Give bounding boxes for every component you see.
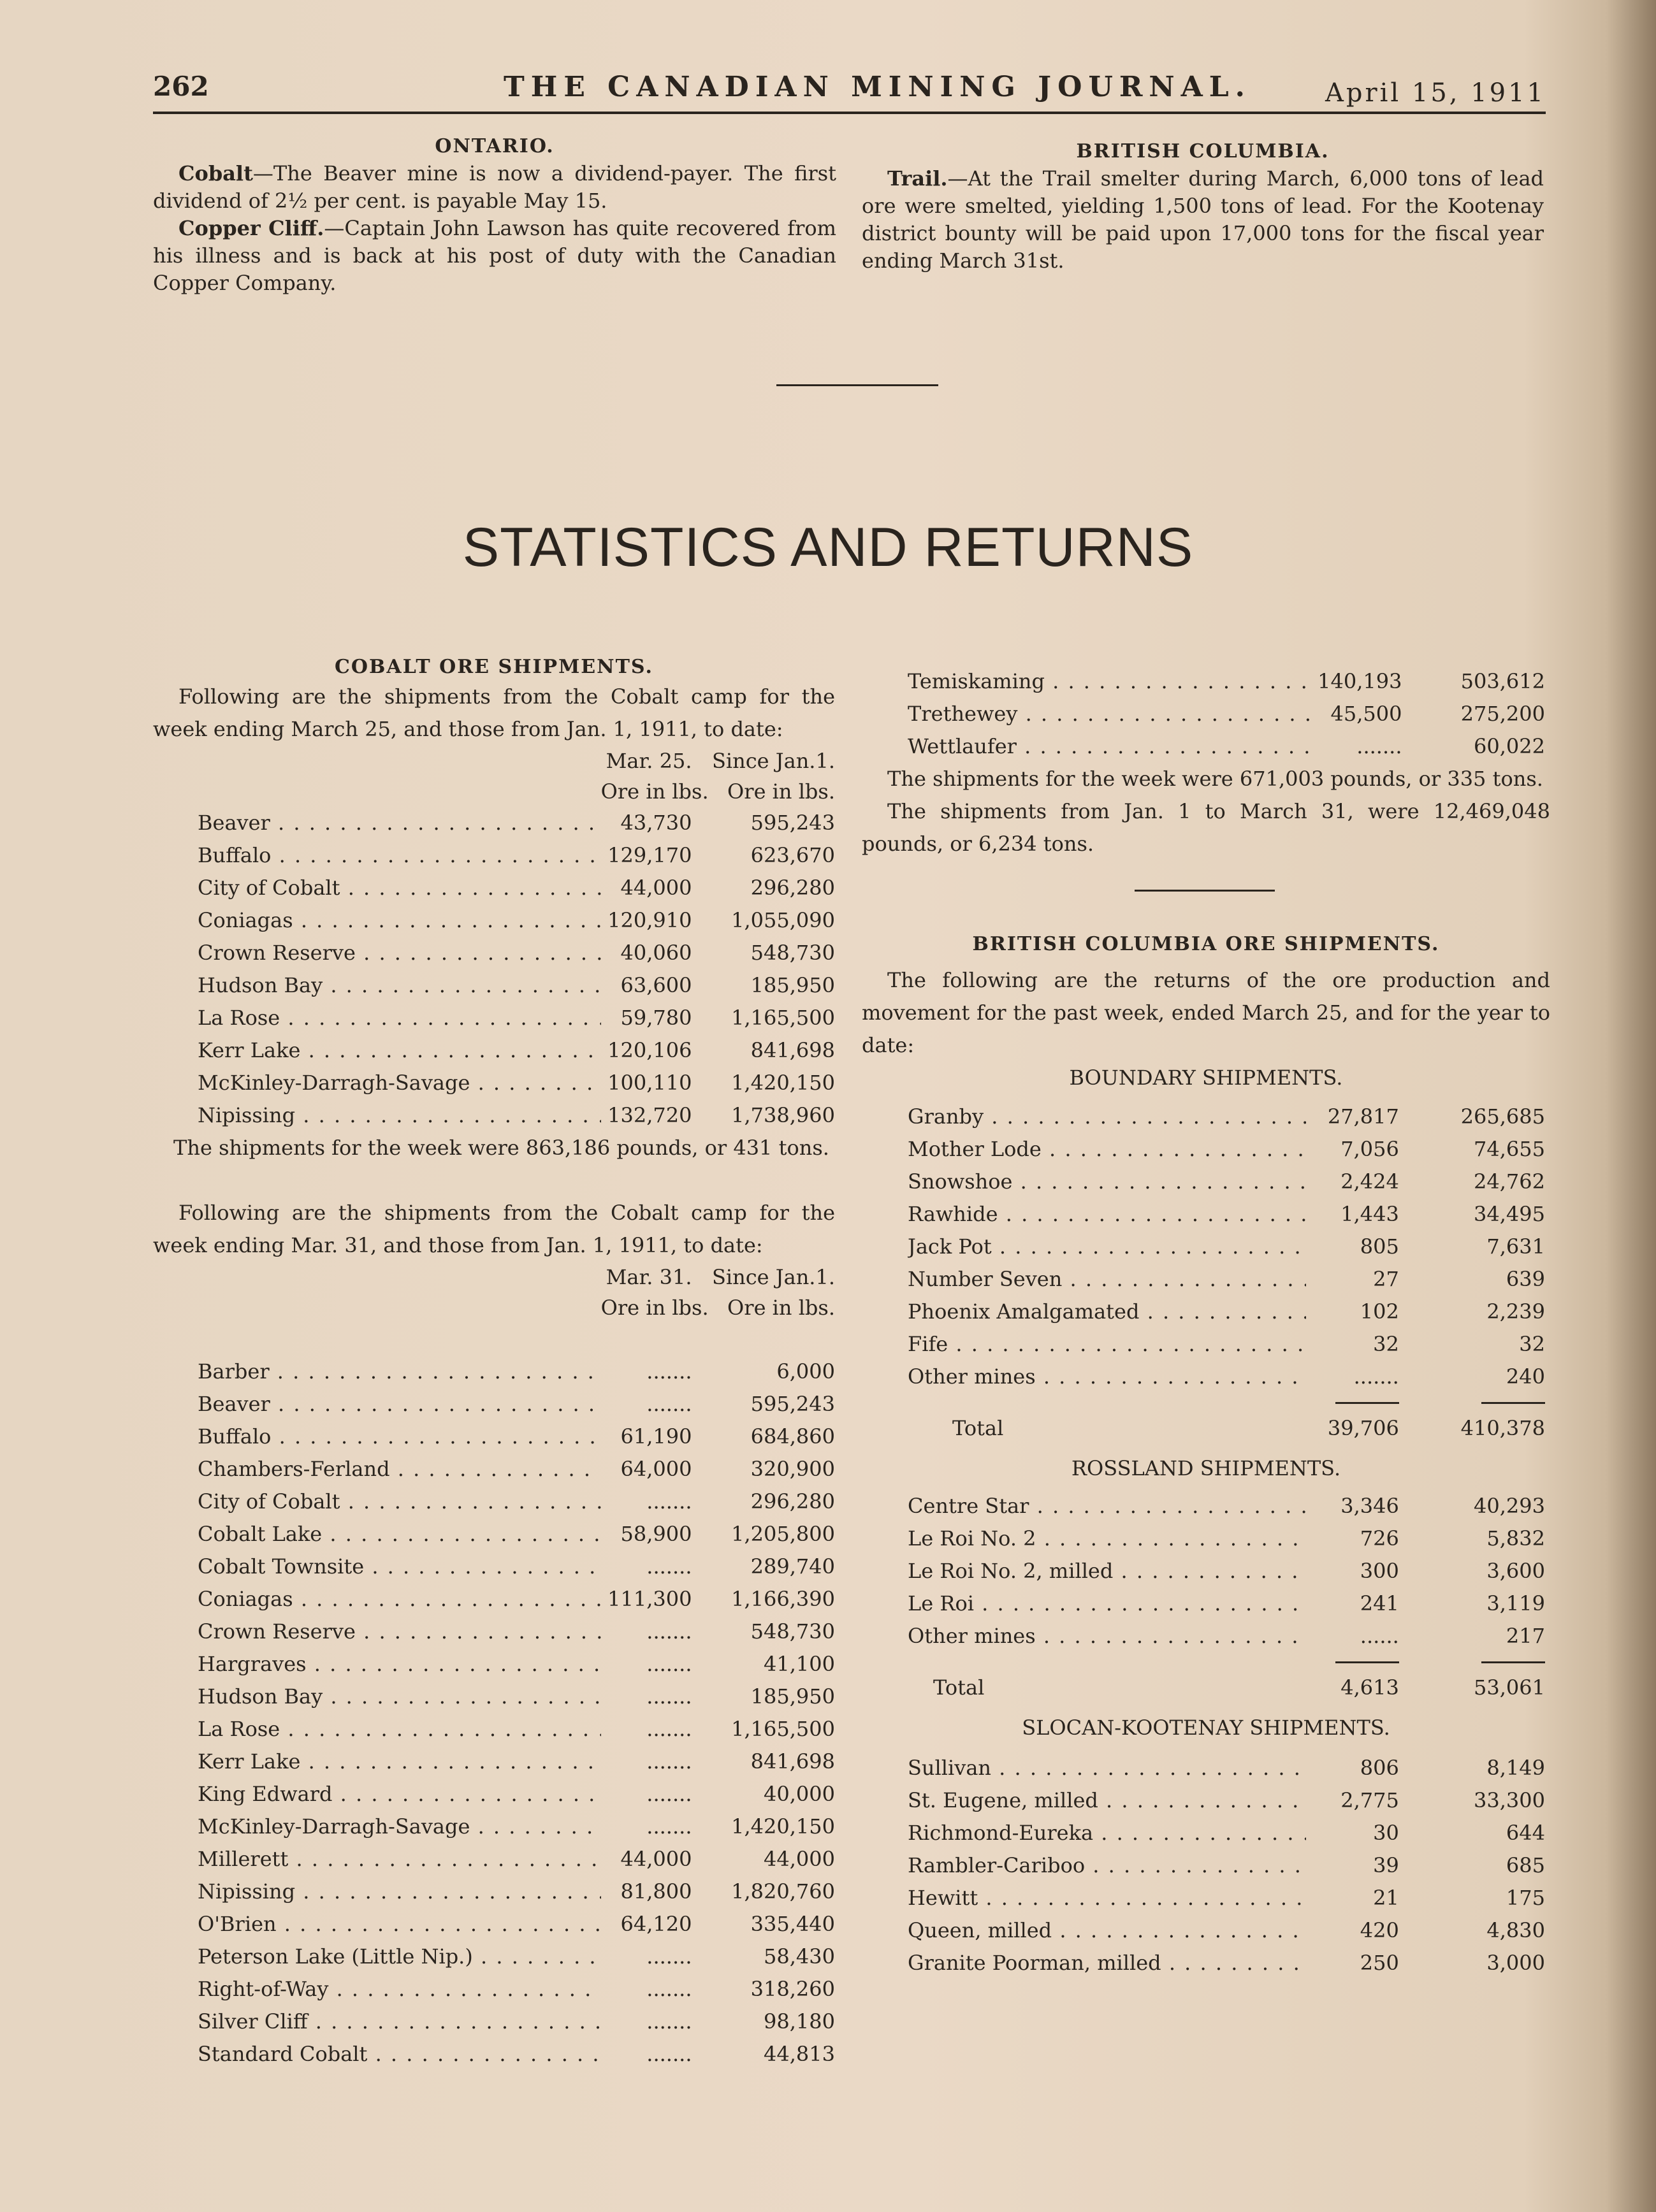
row-week-value: ....... (1353, 1364, 1399, 1389)
copper-cliff-text: —Captain John Lawson has quite recovered from his illness and is back at his post of duty with the Canadian Copper Company. (153, 216, 837, 295)
row-year-value: 265,685 (1460, 1104, 1545, 1129)
table-row (908, 698, 1545, 730)
table-row (198, 1002, 835, 1034)
row-year-value: 289,740 (750, 1554, 835, 1579)
row-name: City of Cobalt . . . (198, 1486, 601, 1518)
table-row (908, 1166, 1545, 1198)
table-row (908, 1522, 1545, 1555)
row-week-value: 726 (1360, 1526, 1399, 1551)
row-year-value: 1,420,150 (731, 1814, 835, 1839)
table-row (198, 937, 835, 969)
row-year-value: 320,900 (750, 1457, 835, 1481)
row-name: Temiskaming . . . (908, 665, 1311, 698)
table-row (198, 1583, 835, 1616)
divider-rule (776, 384, 938, 386)
table-row (198, 872, 835, 904)
row-week-value: ....... (1356, 734, 1402, 758)
row-name: Hargraves . . . (198, 1648, 601, 1681)
col-head: Ore in lbs. (727, 1295, 835, 1320)
table-row (198, 2038, 835, 2071)
row-name: McKinley-Darragh-Savage . . . (198, 1811, 601, 1843)
copper-cliff-lead: Copper Cliff. (178, 216, 324, 240)
row-name: La Rose . . . (198, 1002, 601, 1034)
col-head: Mar. 25. (606, 748, 692, 773)
row-year-value: 6,000 (776, 1359, 835, 1384)
row-name: Le Roi No. 2, milled . . . (908, 1555, 1306, 1587)
table-row (198, 839, 835, 872)
table-row (198, 1388, 835, 1420)
trail-text: —At the Trail smelter during March, 6,000 tons of lead ore were smelted, yielding 1,500 tons of lead. For the Kootenay district bounty will be paid upon 17,000 tons for the fiscal year ending March 31st. (862, 166, 1544, 273)
row-name: Other mines . . . (908, 1361, 1306, 1393)
ontario-news (153, 133, 836, 297)
row-name: McKinley-Darragh-Savage . . . (198, 1067, 601, 1099)
row-year-value: 3,000 (1486, 1951, 1545, 1975)
row-week-value: 30 (1373, 1821, 1399, 1845)
row-week-value: 44,000 (620, 1847, 692, 1871)
row-year-value: 58,430 (764, 1944, 835, 1969)
cobalt-shipments-1 (153, 653, 835, 1164)
row-week-value: ....... (646, 1489, 692, 1514)
row-name: King Edward . . . (198, 1778, 601, 1811)
row-year-value: 296,280 (750, 1489, 835, 1514)
table-row (908, 1198, 1545, 1231)
table-row (198, 2006, 835, 2038)
row-year-value: 32 (1519, 1332, 1545, 1356)
total-year: 410,378 (1460, 1416, 1545, 1440)
row-year-value: 3,119 (1486, 1591, 1545, 1616)
row-name: Wettlaufer . . . (908, 730, 1311, 763)
row-name: Hudson Bay . . . (198, 1681, 601, 1713)
row-year-value: 98,180 (764, 2009, 835, 2034)
page-number: 262 (153, 71, 209, 102)
row-year-value: 318,260 (750, 1977, 835, 2001)
table-row (198, 1067, 835, 1099)
row-year-value: 1,166,390 (731, 1587, 835, 1611)
row-week-value: 64,120 (620, 1912, 692, 1936)
row-name: Hudson Bay . . . (198, 969, 601, 1002)
row-year-value: 74,655 (1474, 1137, 1545, 1161)
table-header-row (198, 1262, 835, 1292)
table-row (908, 1784, 1545, 1817)
row-name: Trethewey . . . (908, 698, 1311, 730)
divider-rule (1135, 890, 1275, 892)
row-week-value: 27 (1373, 1267, 1399, 1291)
table-row (908, 1882, 1545, 1914)
row-name: Le Roi No. 2 . . . (908, 1522, 1306, 1555)
row-week-value: 1,443 (1340, 1202, 1399, 1226)
row-week-value: 2,424 (1340, 1169, 1399, 1194)
row-week-value: ....... (646, 1359, 692, 1384)
row-week-value: ....... (646, 1782, 692, 1806)
table-row (198, 1908, 835, 1941)
row-week-value: ....... (646, 1749, 692, 1774)
col-head: Since Jan.1. (711, 1264, 835, 1289)
row-name: Nipissing . . . (198, 1876, 601, 1908)
row-week-value: 132,720 (607, 1103, 692, 1127)
row-name: Standard Cobalt . . . (198, 2038, 601, 2071)
table-row (198, 1486, 835, 1518)
row-name: Snowshoe . . . (908, 1166, 1306, 1198)
row-week-value: 40,060 (620, 941, 692, 965)
row-week-value: 120,910 (607, 908, 692, 932)
table-row (198, 1843, 835, 1876)
table-row (198, 1551, 835, 1583)
ontario-heading: ONTARIO. (435, 135, 555, 157)
row-week-value: ....... (646, 1554, 692, 1579)
table-row (198, 1681, 835, 1713)
row-year-value: 60,022 (1474, 734, 1545, 758)
row-week-value: ....... (646, 1814, 692, 1839)
row-name: Silver Cliff . . . (198, 2006, 601, 2038)
row-week-value: 43,730 (620, 811, 692, 835)
row-name: Peterson Lake (Little Nip.) . . . (198, 1941, 601, 1973)
table-row (908, 1672, 1545, 1704)
row-year-value: 296,280 (750, 876, 835, 900)
table-row (198, 969, 835, 1002)
row-name: La Rose . . . (198, 1713, 601, 1746)
row-year-value: 1,205,800 (731, 1522, 835, 1546)
table-row (908, 1328, 1545, 1361)
row-year-value: 639 (1506, 1267, 1545, 1291)
row-week-value: 300 (1360, 1559, 1399, 1583)
row-week-value: ....... (646, 2009, 692, 2034)
table-row (198, 1616, 835, 1648)
table-row (908, 1849, 1545, 1882)
row-year-value: 2,239 (1486, 1299, 1545, 1324)
row-year-value: 1,420,150 (731, 1071, 835, 1095)
row-name: Barber . . . (198, 1355, 601, 1388)
row-name: Rambler-Cariboo . . . (908, 1849, 1306, 1882)
row-name: Mother Lode . . . (908, 1133, 1306, 1166)
table-row (198, 1713, 835, 1746)
row-year-value: 275,200 (1460, 702, 1545, 726)
table-row (198, 1941, 835, 1973)
row-year-value: 841,698 (750, 1038, 835, 1062)
issue-date: April 15, 1911 (1325, 78, 1546, 108)
trail-lead: Trail. (887, 166, 948, 191)
cobalt-summary-2: The shipments for the week were 671,003 pounds, or 335 tons. (887, 767, 1543, 791)
cobalt-lead: Cobalt (178, 161, 253, 185)
row-week-value: ....... (646, 1684, 692, 1709)
row-week-value: ....... (646, 1619, 692, 1644)
row-name: Chambers-Ferland . . . (198, 1453, 601, 1486)
table-row (908, 1752, 1545, 1784)
row-week-value: 140,193 (1318, 669, 1402, 693)
table-row (908, 1947, 1545, 1979)
row-week-value: ....... (646, 1977, 692, 2001)
row-week-value: ....... (646, 1652, 692, 1676)
rossland-heading: ROSSLAND SHIPMENTS. (1071, 1456, 1341, 1480)
row-name: Beaver . . . (198, 1388, 601, 1420)
table-row (198, 807, 835, 839)
table-row (908, 730, 1545, 763)
col-head: Ore in lbs. (600, 779, 709, 804)
total-week: 39,706 (1327, 1416, 1399, 1440)
row-week-value: 59,780 (620, 1006, 692, 1030)
row-name: Kerr Lake . . . (198, 1746, 601, 1778)
row-year-value: 841,698 (750, 1749, 835, 1774)
cobalt-heading: COBALT ORE SHIPMENTS. (335, 656, 653, 678)
row-name: Cobalt Lake . . . (198, 1518, 601, 1551)
row-year-value: 34,495 (1474, 1202, 1545, 1226)
row-name: Buffalo . . . (198, 1420, 601, 1453)
row-year-value: 8,149 (1486, 1756, 1545, 1780)
table-row (198, 904, 835, 937)
row-year-value: 623,670 (750, 843, 835, 867)
row-week-value: ...... (1360, 1624, 1399, 1648)
slocan-heading: SLOCAN-KOOTENAY SHIPMENTS. (1022, 1716, 1390, 1740)
cobalt-text: —The Beaver mine is now a dividend-payer. The first dividend of 2½ per cent. is payable May 15. (153, 161, 836, 213)
total-year: 53,061 (1474, 1675, 1545, 1700)
bc-news (862, 138, 1544, 275)
row-week-value: 129,170 (607, 843, 692, 867)
row-week-value: 3,346 (1340, 1494, 1399, 1518)
row-name: Kerr Lake . . . (198, 1034, 601, 1067)
row-year-value: 33,300 (1474, 1788, 1545, 1812)
journal-title: THE CANADIAN MINING JOURNAL. (504, 71, 1251, 103)
row-year-value: 185,950 (750, 973, 835, 997)
table-row (908, 1296, 1545, 1328)
bc-heading: BRITISH COLUMBIA. (1076, 140, 1330, 163)
row-week-value: 806 (1360, 1756, 1399, 1780)
table-row (908, 1231, 1545, 1263)
row-year-value: 548,730 (750, 1619, 835, 1644)
row-name: Coniagas . . . (198, 904, 601, 937)
bc-paragraph-1 (862, 165, 1544, 275)
row-year-value: 24,762 (1474, 1169, 1545, 1194)
row-year-value: 44,000 (764, 1847, 835, 1871)
row-week-value: 100,110 (607, 1071, 692, 1095)
row-name: Jack Pot . . . (908, 1231, 1306, 1263)
row-name: Granite Poorman, milled . . . (908, 1947, 1306, 1979)
row-year-value: 644 (1506, 1821, 1545, 1845)
table-row (908, 1361, 1545, 1393)
table-row (908, 1620, 1545, 1652)
cobalt-summary-3: The shipments from Jan. 1 to March 31, were 12,469,048 pounds, or 6,234 tons. (862, 799, 1550, 856)
cobalt-shipments-2-continued (862, 665, 1550, 860)
row-week-value: 58,900 (620, 1522, 692, 1546)
cobalt-table-1 (198, 746, 835, 1132)
row-year-value: 1,738,960 (731, 1103, 835, 1127)
row-week-value: 45,500 (1330, 702, 1402, 726)
col-head: Mar. 31. (606, 1264, 692, 1289)
cobalt-table-2-cont (908, 665, 1545, 763)
table-row (198, 1099, 835, 1132)
row-name: Sullivan . . . (908, 1752, 1306, 1784)
total-label: Total (952, 1416, 1004, 1440)
table-row (908, 1555, 1545, 1587)
row-week-value: ....... (646, 1944, 692, 1969)
row-year-value: 44,813 (764, 2042, 835, 2066)
rossland-table (908, 1490, 1545, 1704)
table-row (198, 1420, 835, 1453)
slocan-table (908, 1752, 1545, 1979)
boundary-heading: BOUNDARY SHIPMENTS. (1069, 1066, 1343, 1090)
table-row (908, 1817, 1545, 1849)
row-week-value: 111,300 (607, 1587, 692, 1611)
row-name: Crown Reserve . . . (198, 1616, 601, 1648)
row-year-value: 7,631 (1486, 1234, 1545, 1259)
cobalt-intro-2: Following are the shipments from the Cobalt camp for the week ending Mar. 31, and those from Jan. 1, 1911, to date: (153, 1201, 835, 1257)
row-week-value: 7,056 (1340, 1137, 1399, 1161)
ontario-paragraph-2 (153, 215, 836, 297)
col-head: Since Jan.1. (711, 748, 835, 773)
row-year-value: 185,950 (750, 1684, 835, 1709)
row-name: Fife . . . (908, 1328, 1306, 1361)
table-row (908, 1490, 1545, 1522)
bc-ore-intro: The following are the returns of the ore production and movement for the past week, ended March 25, and for the year to date: (862, 968, 1550, 1057)
table-header-row (198, 776, 835, 807)
table-row (198, 1518, 835, 1551)
col-head: Ore in lbs. (727, 779, 835, 804)
row-year-value: 685 (1506, 1853, 1545, 1877)
bc-ore-shipments (862, 930, 1550, 1979)
row-year-value: 41,100 (764, 1652, 835, 1676)
row-name: Granby . . . (908, 1101, 1306, 1133)
table-row (198, 1355, 835, 1388)
table-row (198, 1973, 835, 2006)
row-week-value: 39 (1373, 1853, 1399, 1877)
row-name: City of Cobalt . . . (198, 872, 601, 904)
boundary-table (908, 1101, 1545, 1445)
row-name: Crown Reserve . . . (198, 937, 601, 969)
row-name: Nipissing . . . (198, 1099, 601, 1132)
col-head: Ore in lbs. (600, 1295, 709, 1320)
row-week-value: ....... (646, 1717, 692, 1741)
ontario-paragraph-1 (153, 160, 836, 215)
table-row (198, 1778, 835, 1811)
row-week-value: 64,000 (620, 1457, 692, 1481)
table-row (198, 1746, 835, 1778)
total-label: Total (933, 1675, 985, 1700)
cobalt-intro-1: Following are the shipments from the Cobalt camp for the week ending March 25, and those from Jan. 1, 1911, to date: (153, 684, 835, 741)
row-week-value: 241 (1360, 1591, 1399, 1616)
row-week-value: 27,817 (1327, 1104, 1399, 1129)
row-year-value: 217 (1506, 1624, 1545, 1648)
row-year-value: 240 (1506, 1364, 1545, 1389)
table-row (908, 1587, 1545, 1620)
row-year-value: 595,243 (750, 811, 835, 835)
row-name: St. Eugene, milled . . . (908, 1784, 1306, 1817)
row-week-value: 61,190 (620, 1424, 692, 1449)
row-week-value: ....... (646, 1392, 692, 1416)
row-week-value: 44,000 (620, 876, 692, 900)
row-name: Centre Star . . . (908, 1490, 1306, 1522)
row-name: Cobalt Townsite . . . (198, 1551, 601, 1583)
total-week: 4,613 (1340, 1675, 1399, 1700)
row-year-value: 175 (1506, 1886, 1545, 1910)
row-name: Phoenix Amalgamated . . . (908, 1296, 1306, 1328)
table-header-row (198, 1292, 835, 1323)
table-row (908, 1412, 1545, 1445)
row-year-value: 40,293 (1474, 1494, 1545, 1518)
row-year-value: 3,600 (1486, 1559, 1545, 1583)
table-row (198, 1876, 835, 1908)
row-year-value: 684,860 (750, 1424, 835, 1449)
row-year-value: 1,820,760 (731, 1879, 835, 1904)
row-week-value: 32 (1373, 1332, 1399, 1356)
row-week-value: ....... (646, 2042, 692, 2066)
table-row (908, 1914, 1545, 1947)
row-year-value: 1,055,090 (731, 908, 835, 932)
row-name: Coniagas . . . (198, 1583, 601, 1616)
row-week-value: 120,106 (607, 1038, 692, 1062)
section-title: STATISTICS AND RETURNS (462, 517, 1194, 578)
table-row (908, 1263, 1545, 1296)
row-year-value: 1,165,500 (731, 1006, 835, 1030)
row-week-value: 63,600 (620, 973, 692, 997)
row-year-value: 595,243 (750, 1392, 835, 1416)
row-name: Le Roi . . . (908, 1587, 1306, 1620)
row-year-value: 548,730 (750, 941, 835, 965)
table-header-row (198, 746, 835, 776)
row-year-value: 5,832 (1486, 1526, 1545, 1551)
cobalt-summary-1: The shipments for the week were 863,186 pounds, or 431 tons. (173, 1136, 829, 1160)
row-week-value: 81,800 (620, 1879, 692, 1904)
row-year-value: 335,440 (750, 1912, 835, 1936)
bc-ore-heading: BRITISH COLUMBIA ORE SHIPMENTS. (972, 933, 1440, 955)
table-row (198, 1811, 835, 1843)
cobalt-table-2 (198, 1262, 835, 2071)
table-row (198, 1453, 835, 1486)
table-row (908, 665, 1545, 698)
row-name: Hewitt . . . (908, 1882, 1306, 1914)
row-week-value: 102 (1360, 1299, 1399, 1324)
row-year-value: 4,830 (1486, 1918, 1545, 1942)
cobalt-shipments-2 (153, 1197, 835, 2071)
row-name: Number Seven . . . (908, 1263, 1306, 1296)
table-row (198, 1648, 835, 1681)
row-name: Beaver . . . (198, 807, 601, 839)
running-header (153, 67, 1546, 114)
row-week-value: 250 (1360, 1951, 1399, 1975)
row-name: Other mines . . . (908, 1620, 1306, 1652)
table-row (908, 1133, 1545, 1166)
row-week-value: 420 (1360, 1918, 1399, 1942)
row-name: O'Brien . . . (198, 1908, 601, 1941)
row-name: Richmond-Eureka . . . (908, 1817, 1306, 1849)
row-name: Buffalo . . . (198, 839, 601, 872)
row-name: Right-of-Way . . . (198, 1973, 601, 2006)
row-week-value: 2,775 (1340, 1788, 1399, 1812)
table-row (908, 1101, 1545, 1133)
row-name: Queen, milled . . . (908, 1914, 1306, 1947)
table-row (198, 1034, 835, 1067)
row-year-value: 40,000 (764, 1782, 835, 1806)
row-name: Rawhide . . . (908, 1198, 1306, 1231)
row-name: Millerett . . . (198, 1843, 601, 1876)
row-week-value: 21 (1373, 1886, 1399, 1910)
row-year-value: 503,612 (1460, 669, 1545, 693)
row-year-value: 1,165,500 (731, 1717, 835, 1741)
row-week-value: 805 (1360, 1234, 1399, 1259)
